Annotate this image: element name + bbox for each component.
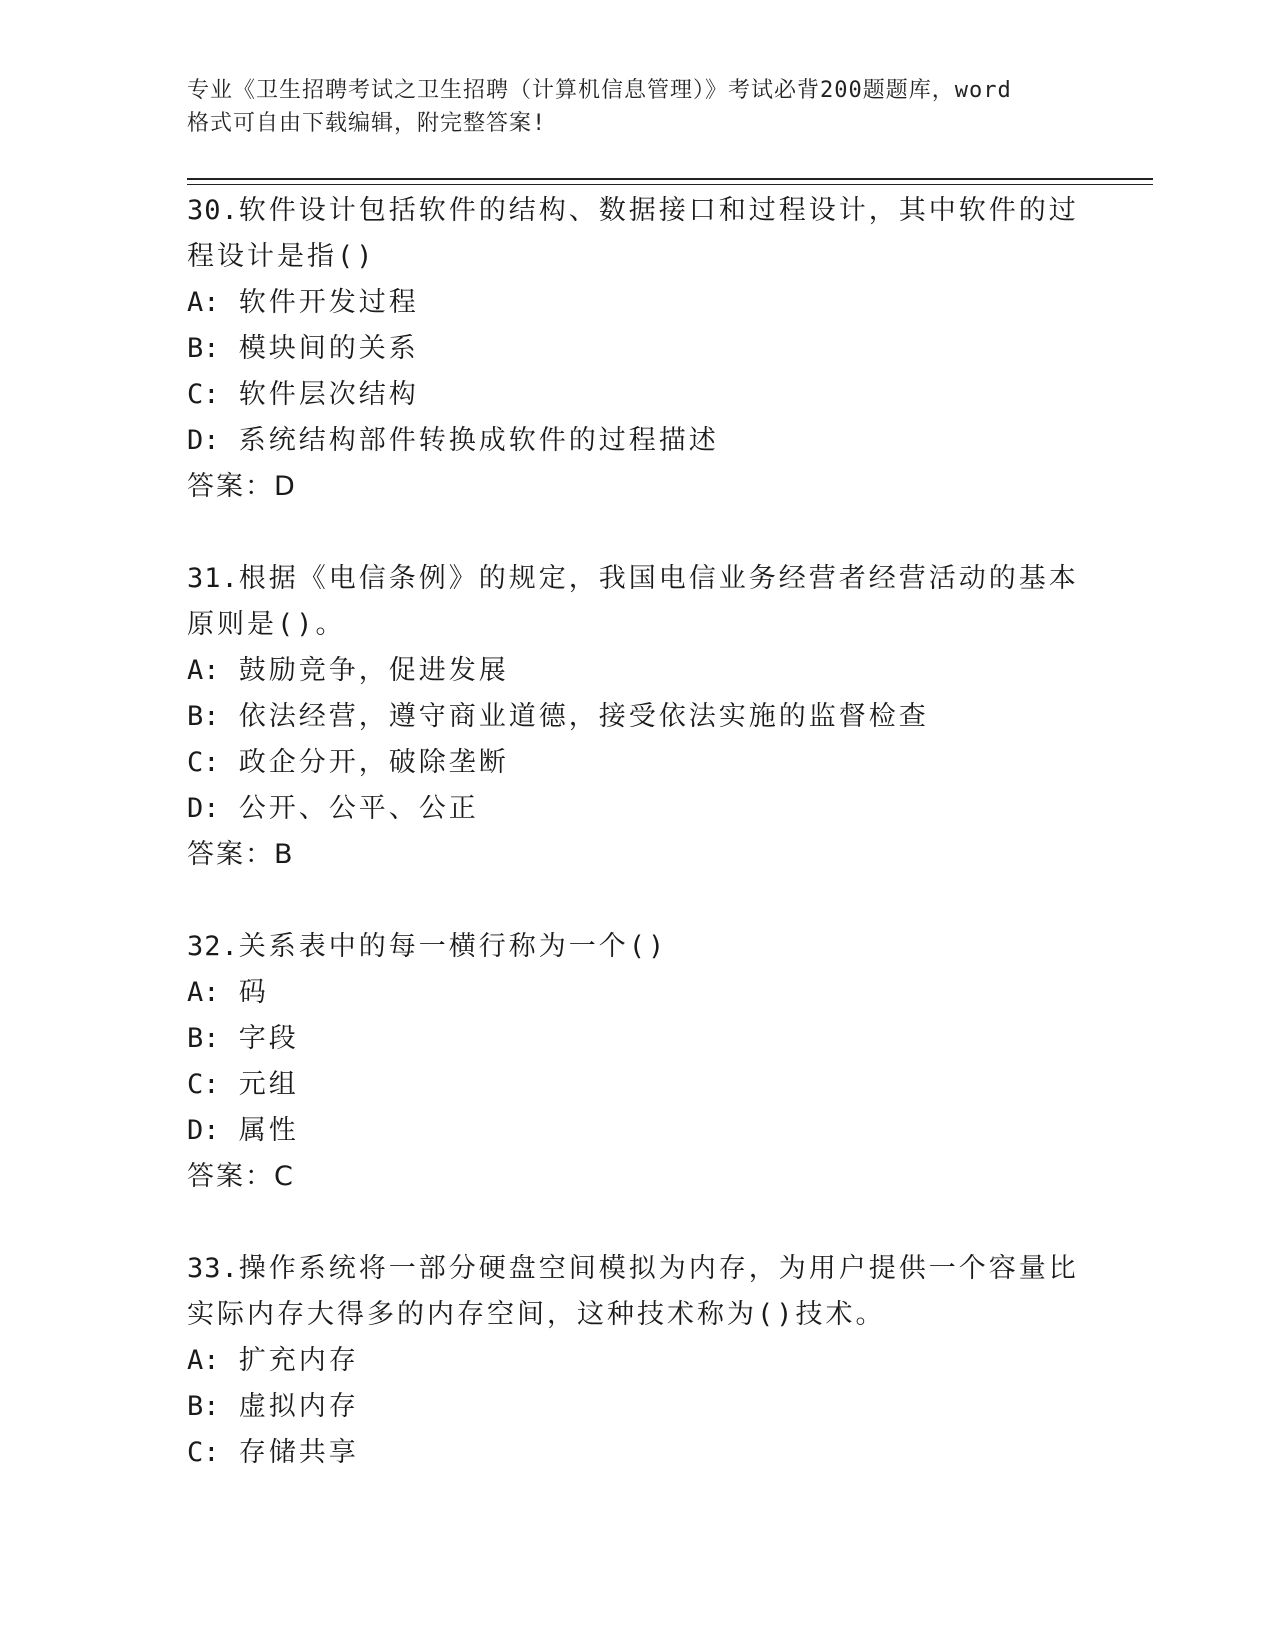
answer-option: [187, 970, 1087, 1016]
option-text: 虚拟内存: [238, 1391, 359, 1422]
header-line-2: 格式可自由下载编辑，附完整答案!: [187, 111, 547, 136]
option-text: 政企分开，破除垄断: [238, 747, 509, 778]
option-text: 系统结构部件转换成软件的过程描述: [238, 425, 719, 456]
question-number: 32.: [187, 931, 239, 962]
header-divider-thin: [187, 184, 1153, 185]
question-number: 31.: [187, 563, 239, 594]
question-number: 33.: [187, 1253, 239, 1284]
option-key: A:: [187, 977, 220, 1008]
option-text: 鼓励竞争，促进发展: [238, 655, 509, 686]
answer-option: [187, 1430, 1087, 1476]
question-stem: [187, 556, 1087, 648]
answer-option: [187, 786, 1087, 832]
option-key: A:: [187, 1345, 220, 1376]
question-block: [187, 556, 1087, 878]
question-text: 根据《电信条例》的规定，我国电信业务经营者经营活动的基本原则是()。: [187, 563, 1079, 640]
option-key: B:: [187, 1391, 220, 1422]
option-key: D:: [187, 425, 220, 456]
option-key: C:: [187, 1069, 220, 1100]
answer-option: [187, 648, 1087, 694]
question-stem: [187, 924, 1087, 970]
answer-option: [187, 694, 1087, 740]
answer-key: 答案：C: [187, 1161, 295, 1192]
option-text: 属性: [238, 1115, 299, 1146]
option-text: 字段: [238, 1023, 299, 1054]
option-text: 码: [238, 977, 269, 1008]
question-block: [187, 1246, 1087, 1476]
option-key: D:: [187, 1115, 220, 1146]
option-text: 扩充内存: [238, 1345, 359, 1376]
option-text: 软件层次结构: [238, 379, 419, 410]
question-number: 30.: [187, 195, 239, 226]
answer-option: [187, 1384, 1087, 1430]
question-list: [187, 188, 1087, 1522]
option-key: B:: [187, 333, 220, 364]
answer-key: 答案：B: [187, 839, 295, 870]
header-line-1: 专业《卫生招聘考试之卫生招聘（计算机信息管理）》考试必背200题题库，word: [187, 78, 1012, 103]
answer-option: [187, 1016, 1087, 1062]
option-text: 元组: [238, 1069, 299, 1100]
option-key: C:: [187, 1437, 220, 1468]
answer-option: [187, 740, 1087, 786]
option-text: 软件开发过程: [238, 287, 419, 318]
question-text: 操作系统将一部分硬盘空间模拟为内存，为用户提供一个容量比实际内存大得多的内存空间，这种技术称为()技术。: [187, 1253, 1079, 1330]
option-key: B:: [187, 1023, 220, 1054]
header-divider-thick: [187, 178, 1153, 180]
answer-option: [187, 280, 1087, 326]
answer-option: [187, 1338, 1087, 1384]
option-text: 依法经营，遵守商业道德，接受依法实施的监督检查: [238, 701, 929, 732]
question-stem: [187, 188, 1087, 280]
option-text: 存储共享: [238, 1437, 359, 1468]
option-text: 模块间的关系: [238, 333, 419, 364]
option-key: B:: [187, 701, 220, 732]
question-block: [187, 188, 1087, 510]
question-text: 关系表中的每一横行称为一个(): [238, 931, 668, 962]
question-text: 软件设计包括软件的结构、数据接口和过程设计，其中软件的过程设计是指(): [187, 195, 1079, 272]
option-key: A:: [187, 287, 220, 318]
answer-option: [187, 1062, 1087, 1108]
answer-option: [187, 418, 1087, 464]
document-header: [187, 74, 1087, 140]
option-text: 公开、公平、公正: [238, 793, 479, 824]
answer-option: [187, 326, 1087, 372]
answer-option: [187, 372, 1087, 418]
option-key: D:: [187, 793, 220, 824]
option-key: A:: [187, 655, 220, 686]
answer-option: [187, 1108, 1087, 1154]
option-key: C:: [187, 379, 220, 410]
answer-key: 答案：D: [187, 471, 297, 502]
question-block: [187, 924, 1087, 1200]
question-stem: [187, 1246, 1087, 1338]
option-key: C:: [187, 747, 220, 778]
